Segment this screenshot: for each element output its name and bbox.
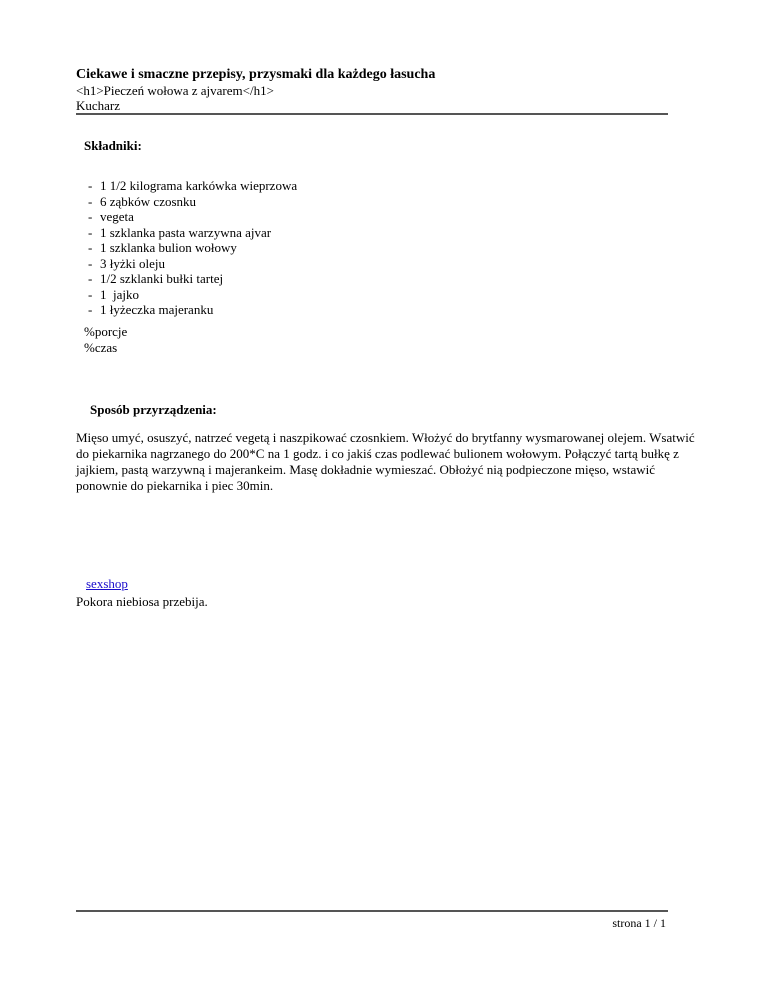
site-title: Ciekawe i smaczne przepisy, przysmaki dla każdego łasucha <box>76 67 436 82</box>
list-item: - 1 szklanka pasta warzywna ajvar <box>88 224 272 240</box>
recipe-title: <h1>Pieczeń wołowa z ajvarem</h1> <box>76 83 274 98</box>
page-header <box>76 66 668 113</box>
ingredient-text: 1 jajko <box>100 286 139 302</box>
header-divider <box>76 113 668 115</box>
author-label: Kucharz <box>76 98 121 113</box>
time-placeholder: %czas <box>84 340 118 355</box>
ingredients-list <box>88 178 297 318</box>
ingredient-text: 1/2 szklanki bułki tartej <box>100 271 224 286</box>
page-number: strona 1 / 1 <box>612 916 666 930</box>
ingredient-text: 6 ząbków czosnku <box>100 193 197 209</box>
ingredient-text: 3 łyżki oleju <box>100 255 165 271</box>
ingredient-text: 1 łyżeczka majeranku <box>100 302 214 317</box>
portions-placeholder: %porcje <box>84 324 128 339</box>
ingredient-text: vegeta <box>100 209 134 224</box>
ingredient-text: 1 szklanka pasta warzywna ajvar <box>100 224 272 240</box>
method-text: Mięso umyć, osuszyć, natrzeć vegetą i naszpikować czosnkiem. Włożyć do brytfanny wysmarowanej olejem. Wsatwić do piekarnika nagrzanego do 200*C na 1 godz. i co jakiś czas podlewać bulionem wołowym. Połączyć tartą bułkę z jajkiem, pastą warzywną i majerankeim. Masę dokładnie wymieszać. Obłożyć nią podpieczone mięso, wstawić ponownie do piekarnika i piec 30min. <box>76 430 695 493</box>
list-item: - 6 ząbków czosnku <box>88 193 197 209</box>
list-item: - vegeta <box>88 209 134 224</box>
sponsor-link[interactable]: sexshop <box>86 576 128 591</box>
method-heading: Sposób przyrządzenia: <box>90 402 217 417</box>
tagline: Pokora niebiosa przebija. <box>76 594 208 609</box>
list-item: - 3 łyżki oleju <box>88 255 165 271</box>
list-item: - 1 łyżeczka majeranku <box>88 302 214 317</box>
list-item: - 1 jajko <box>88 286 139 302</box>
ingredient-text: 1 1/2 kilograma karkówka wieprzowa <box>100 178 298 193</box>
list-item: - 1/2 szklanki bułki tartej <box>88 271 224 286</box>
footer-divider <box>76 910 668 912</box>
list-item: - 1 1/2 kilograma karkówka wieprzowa <box>88 178 298 193</box>
ingredients-heading: Składniki: <box>84 138 142 153</box>
list-item: - 1 szklanka bulion wołowy <box>88 240 237 255</box>
ingredient-text: 1 szklanka bulion wołowy <box>100 240 237 255</box>
recipe-meta <box>84 324 127 356</box>
